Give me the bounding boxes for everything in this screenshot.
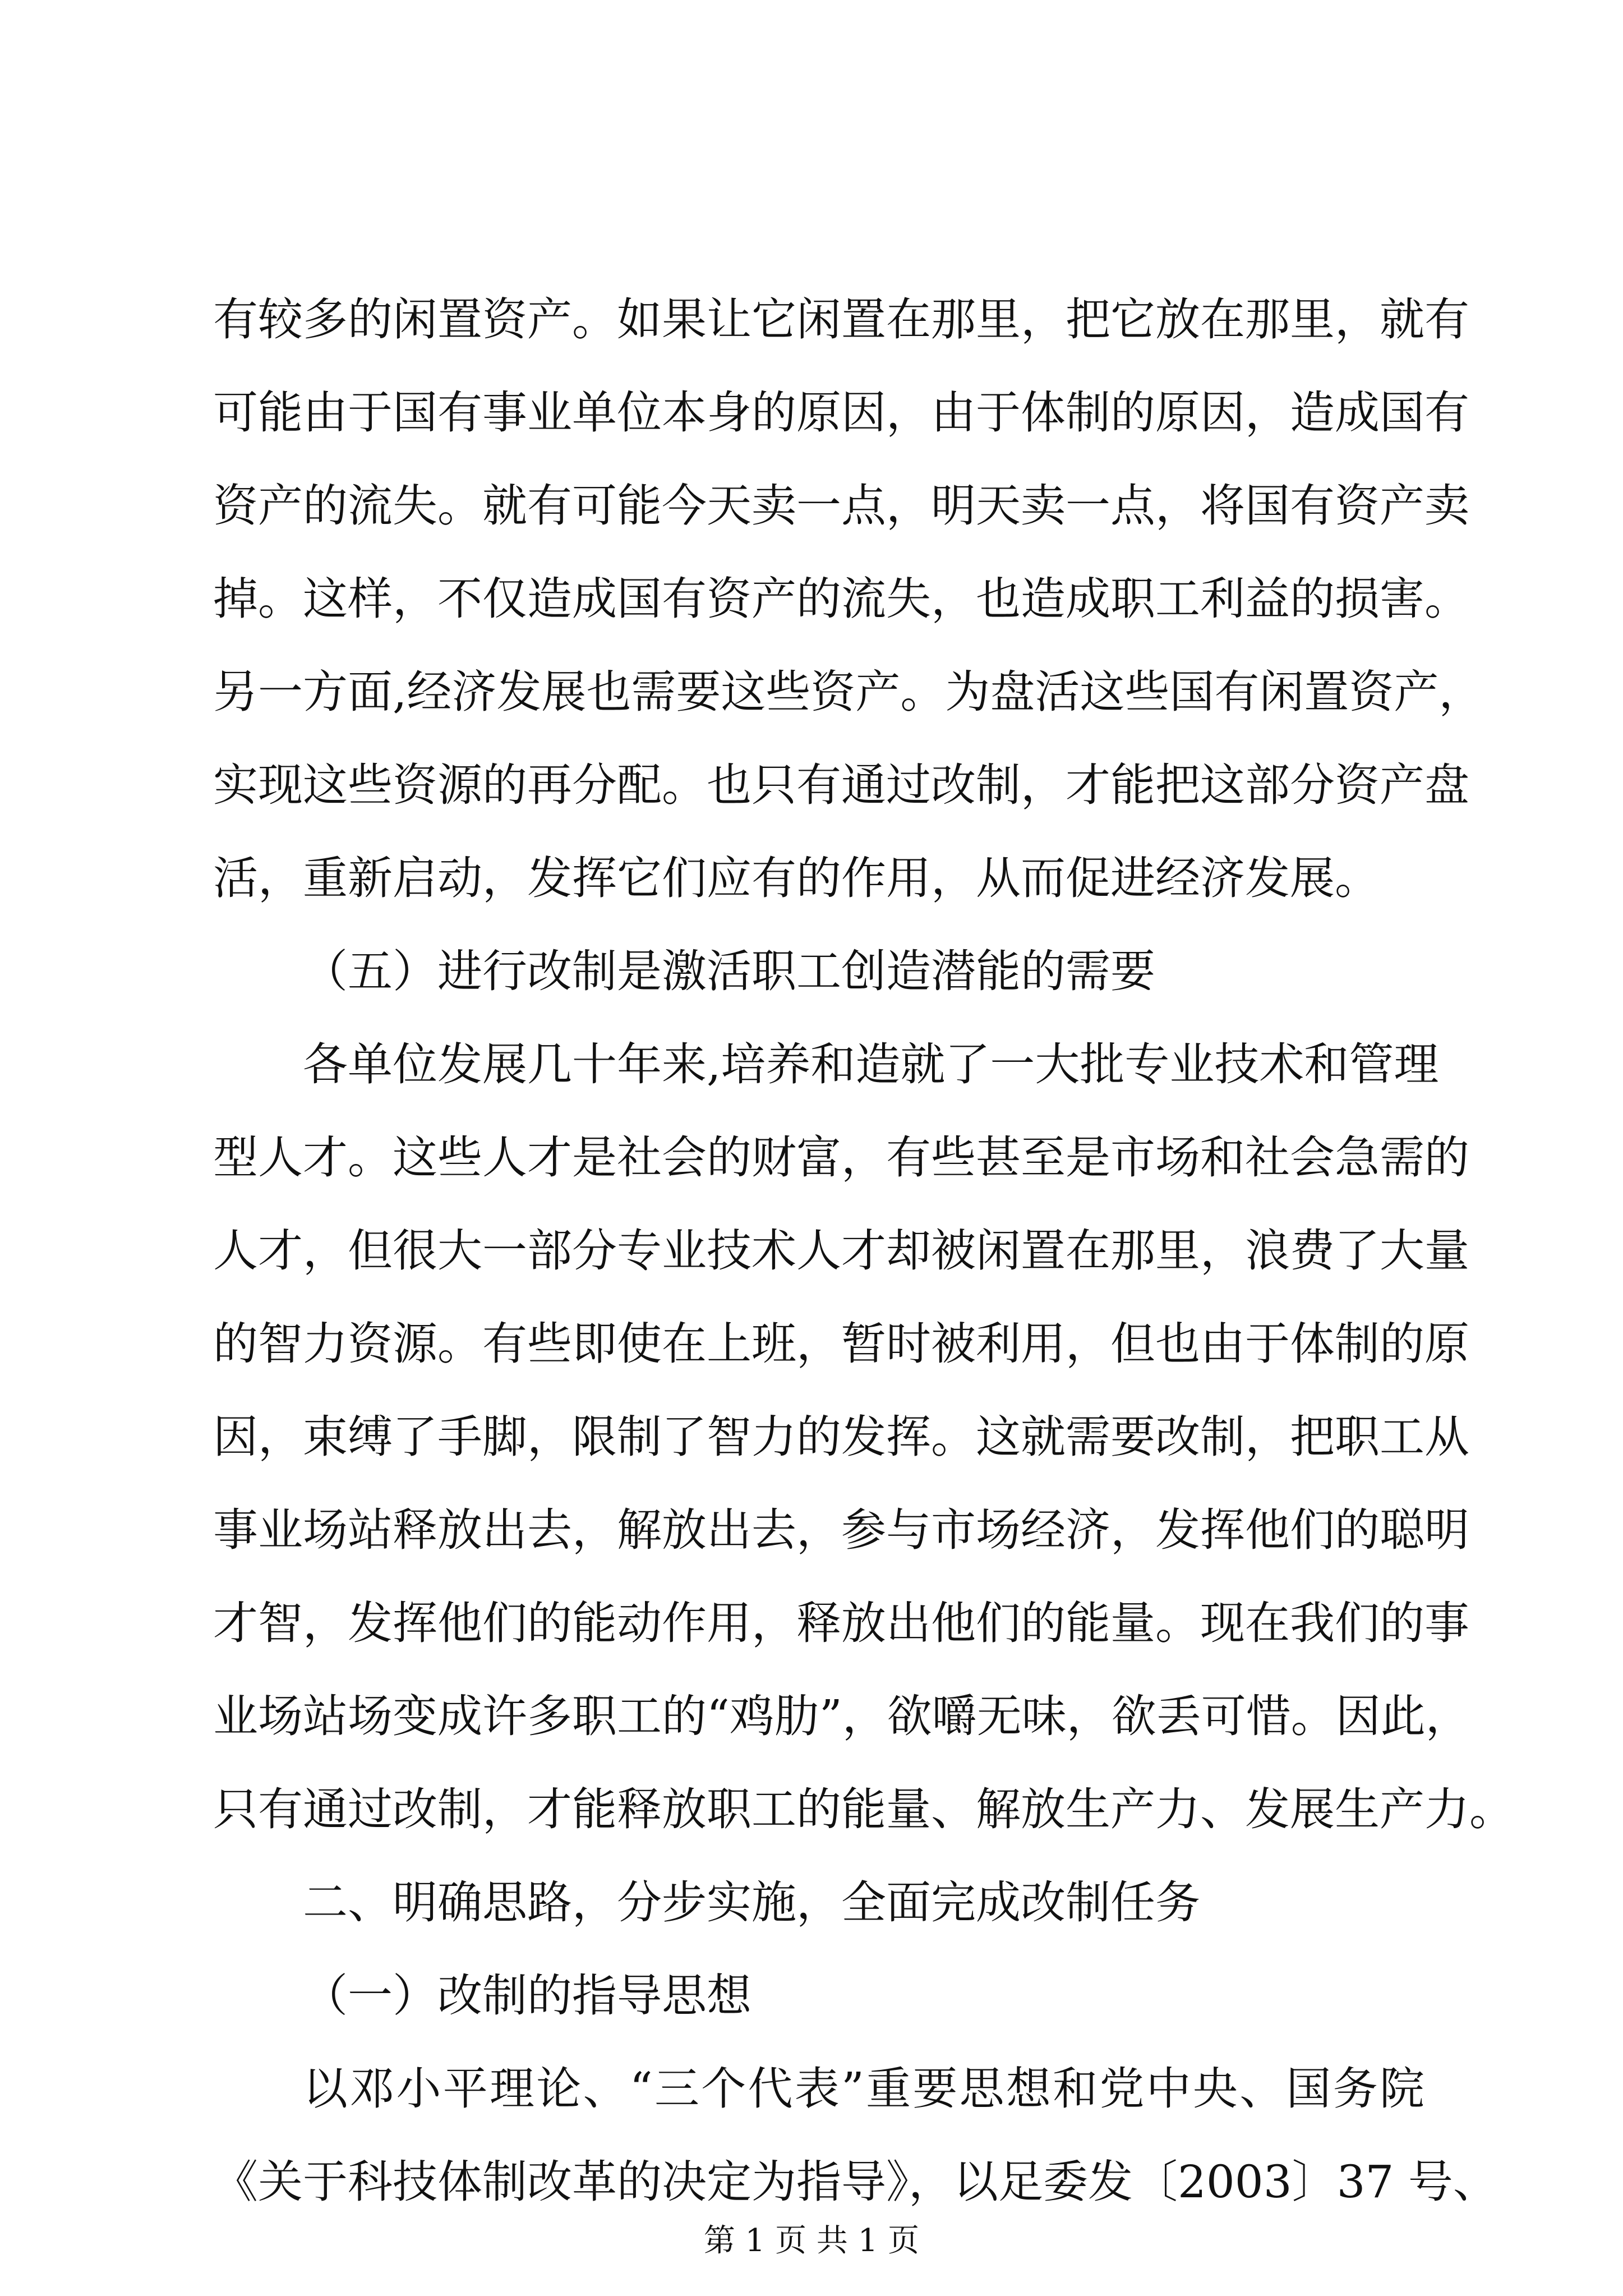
- paragraph-line: 才智，发挥他们的能动作用，释放出他们的能量。现在我们的事: [213, 1597, 1469, 1649]
- paragraph-line: 另一方面,经济发展也需要这些资产。为盘活这些国有闲置资产，: [213, 666, 1484, 718]
- section-heading: （五）进行改制是激活职工创造潜能的需要: [303, 945, 1155, 997]
- paragraph-line: 只有通过改制，才能释放职工的能量、解放生产力、发展生产力。: [213, 1783, 1514, 1835]
- paragraph-line: 有较多的闲置资产。如果让它闲置在那里，把它放在那里，就有: [213, 293, 1469, 346]
- paragraph-line: 活，重新启动，发挥它们应有的作用，从而促进经济发展。: [213, 852, 1380, 904]
- page-footer: 第 1 页 共 1 页: [703, 2223, 920, 2259]
- paragraph-line: 的智力资源。有些即使在上班，暂时被利用，但也由于体制的原: [213, 1318, 1469, 1370]
- paragraph-line: 各单位发展几十年来,培养和造就了一大批专业技术和管理: [303, 1038, 1439, 1091]
- paragraph-line: 以邓小平理论、“三个代表”重要思想和党中央、国务院: [303, 2063, 1424, 2115]
- paragraph-line: 实现这些资源的再分配。也只有通过改制，才能把这部分资产盘: [213, 759, 1469, 811]
- paragraph-line: 可能由于国有事业单位本身的原因，由于体制的原因，造成国有: [213, 386, 1469, 439]
- paragraph-line: 资产的流失。就有可能今天卖一点，明天卖一点，将国有资产卖: [213, 480, 1469, 532]
- subsection-heading: （一）改制的指导思想: [303, 1970, 751, 2022]
- paragraph-line: 掉。这样，不仅造成国有资产的流失，也造成职工利益的损害。: [213, 573, 1469, 625]
- paragraph-line: 人才，但很大一部分专业技术人才却被闲置在那里，浪费了大量: [213, 1225, 1469, 1277]
- paragraph-line: 型人才。这些人才是社会的财富，有些甚至是市场和社会急需的: [213, 1131, 1469, 1184]
- paragraph-line: 因，束缚了手脚，限制了智力的发挥。这就需要改制，把职工从: [213, 1411, 1469, 1463]
- paragraph-line: 业场站场变成许多职工的“鸡肋”，欲嚼无味，欲丢可惜。因此，: [213, 1690, 1470, 1742]
- section-heading: 二、明确思路，分步实施，全面完成改制任务: [303, 1876, 1200, 1929]
- paragraph-line: 事业场站释放出去，解放出去，参与市场经济，发挥他们的聪明: [213, 1504, 1469, 1556]
- paragraph-line: 《关于科技体制改革的决定为指导》，以足委发〔2003〕37 号、: [213, 2156, 1498, 2208]
